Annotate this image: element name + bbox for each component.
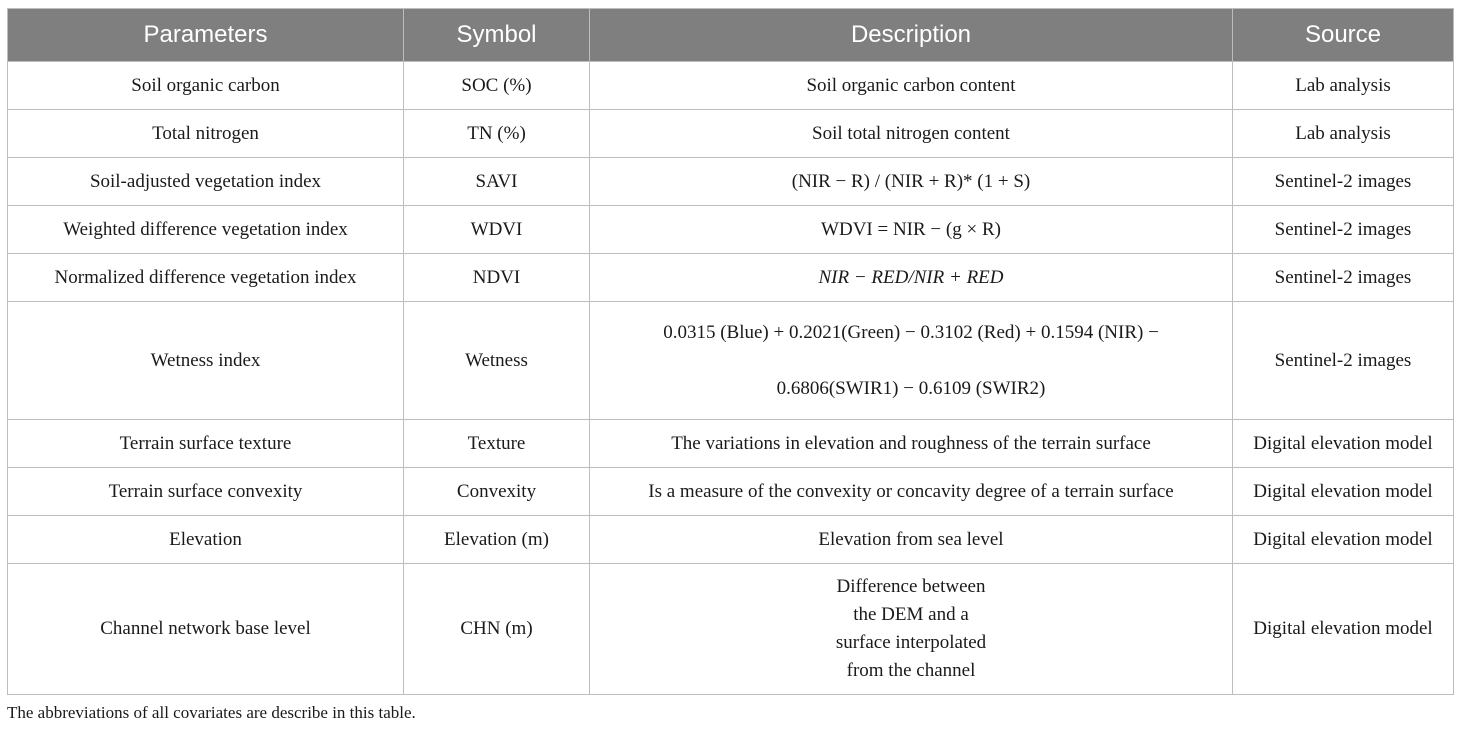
covariates-table-container (7, 8, 1453, 695)
description-cell (590, 564, 1233, 695)
table-header-row (8, 9, 1454, 62)
description-cell: NIR − RED/NIR + RED (590, 254, 1233, 302)
parameter-cell: Elevation (8, 516, 404, 564)
symbol-cell: SOC (%) (404, 62, 590, 110)
table-row (8, 158, 1454, 206)
description-line: Difference between (836, 576, 986, 597)
symbol-cell: Convexity (404, 468, 590, 516)
table-row (8, 468, 1454, 516)
header-source: Source (1233, 9, 1454, 62)
parameter-cell: Soil-adjusted vegetation index (8, 158, 404, 206)
description-line: surface interpolated (835, 632, 987, 653)
source-cell: Sentinel-2 images (1233, 302, 1454, 420)
parameter-cell: Weighted difference vegetation index (8, 206, 404, 254)
source-cell: Lab analysis (1233, 62, 1454, 110)
parameter-cell: Terrain surface texture (8, 420, 404, 468)
table-row (8, 110, 1454, 158)
source-cell: Sentinel-2 images (1233, 254, 1454, 302)
header-parameters: Parameters (8, 9, 404, 62)
description-cell: (NIR − R) / (NIR + R)* (1 + S) (590, 158, 1233, 206)
source-cell: Digital elevation model (1233, 516, 1454, 564)
symbol-cell: Elevation (m) (404, 516, 590, 564)
covariates-table (7, 8, 1454, 695)
table-row (8, 62, 1454, 110)
parameter-cell: Total nitrogen (8, 110, 404, 158)
description-line: from the channel (846, 660, 976, 681)
parameter-cell: Soil organic carbon (8, 62, 404, 110)
description-cell: Is a measure of the convexity or concavity degree of a terrain surface (590, 468, 1233, 516)
header-description: Description (590, 9, 1233, 62)
table-row (8, 516, 1454, 564)
table-row (8, 254, 1454, 302)
source-cell: Sentinel-2 images (1233, 206, 1454, 254)
symbol-cell: Wetness (404, 302, 590, 420)
symbol-cell: WDVI (404, 206, 590, 254)
parameter-cell: Normalized difference vegetation index (8, 254, 404, 302)
description-line: 0.0315 (Blue) + 0.2021(Green) − 0.3102 (Red) + 0.1594 (NIR) − (663, 321, 1159, 343)
source-cell: Digital elevation model (1233, 420, 1454, 468)
description-cell: Soil organic carbon content (590, 62, 1233, 110)
parameter-cell: Terrain surface convexity (8, 468, 404, 516)
description-cell (590, 302, 1233, 420)
source-cell: Digital elevation model (1233, 468, 1454, 516)
parameter-cell: Wetness index (8, 302, 404, 420)
table-row (8, 420, 1454, 468)
description-line: the DEM and a (853, 604, 969, 625)
table-row (8, 302, 1454, 420)
source-cell: Sentinel-2 images (1233, 158, 1454, 206)
description-line: 0.6806(SWIR1) − 0.6109 (SWIR2) (776, 377, 1046, 399)
description-cell: The variations in elevation and roughness of the terrain surface (590, 420, 1233, 468)
table-row (8, 206, 1454, 254)
parameter-cell: Channel network base level (8, 564, 404, 695)
symbol-cell: CHN (m) (404, 564, 590, 695)
table-footnote: The abbreviations of all covariates are describe in this table. (7, 703, 416, 722)
symbol-cell: SAVI (404, 158, 590, 206)
source-cell: Digital elevation model (1233, 564, 1454, 695)
symbol-cell: NDVI (404, 254, 590, 302)
header-symbol: Symbol (404, 9, 590, 62)
table-row (8, 564, 1454, 695)
description-cell: WDVI = NIR − (g × R) (590, 206, 1233, 254)
symbol-cell: TN (%) (404, 110, 590, 158)
description-cell: Elevation from sea level (590, 516, 1233, 564)
source-cell: Lab analysis (1233, 110, 1454, 158)
description-cell: Soil total nitrogen content (590, 110, 1233, 158)
symbol-cell: Texture (404, 420, 590, 468)
